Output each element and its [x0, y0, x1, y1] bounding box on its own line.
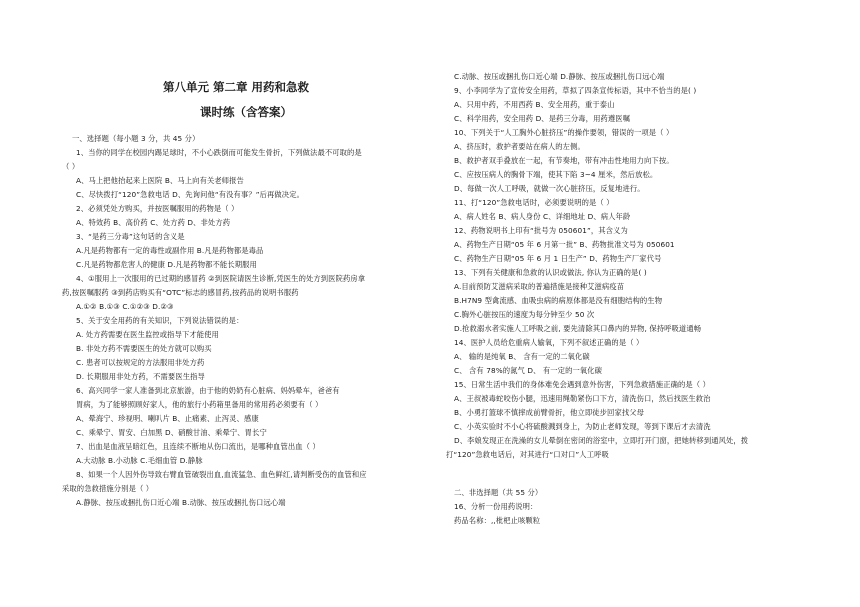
option-line: A、晕海宁、珍视明、喇叭片 B、止痛素、止泻灵、感康 — [76, 414, 259, 423]
question-line: 药,按医嘱服药 ③到药店购买有“OTC”标志的感冒药,按药品的说明书服药 — [62, 288, 299, 297]
question-line: 13、下列有关健康和急救的认识或做法, 你认为正确的是( ) — [454, 268, 647, 277]
option-line: A、只用中药，不用西药 B、安全用药，重于泰山 — [454, 100, 615, 109]
option-line: 打“120”急救电话后，对其进行“口对口”人工呼吸 — [446, 450, 609, 459]
question-line: 12、药物说明书上印有“批号为 050601”，其含义为 — [454, 226, 628, 235]
option-line: A、药物生产日期“05 年 6 月第一批” B、药物批准文号为 050601 — [454, 240, 675, 249]
question-line: 胃病，为了能够照顾好家人，他的旅行小药箱里备用的常用药必须要有（ ） — [76, 400, 323, 409]
option-line: C、药物生产日期“05 年 6 月 1 日生产” D、药物生产厂家代号 — [454, 254, 662, 263]
option-line: C、 含有 78%的氮气 D、 有一定的一氧化碳 — [454, 366, 603, 375]
section-heading: 二、非选择题（共 55 分） — [454, 488, 543, 497]
option-line: A、特效药 B、高价药 C、处方药 D、非处方药 — [76, 218, 231, 227]
page-subtitle: 课时练（含答案） — [200, 105, 292, 119]
option-line: D、李娘发现正在洗澡的女儿晕倒在密闭的浴室中，立即打开门窗，把她转移到通风处，拨 — [454, 436, 749, 445]
question-line: 2、必须凭处方购买，并按医嘱服用的药物是（ ） — [76, 204, 239, 213]
option-line: A、病人姓名 B、病人身份 C、详细地址 D、病人年龄 — [454, 212, 631, 221]
question-line: 4、①服用上一次服用的已过期的感冒药 ②到医院请医生诊断,凭医生的处方到医院药房拿 — [76, 274, 366, 283]
question-line: 15、日常生活中我们的身体难免会遇到意外伤害，下列急救措施正确的是（ ） — [454, 380, 710, 389]
page-title: 第八单元 第二章 用药和急救 — [163, 80, 310, 94]
question-line: 9、小李同学为了宣传安全用药，草拟了四条宣传标语，其中不恰当的是( ) — [454, 86, 697, 95]
option-line: C、尽快拨打“120”急救电话 D、先询问他“有没有事？”后再做决定。 — [76, 190, 305, 199]
option-line: A.①② B.①③ C.①②③ D.②③ — [76, 302, 174, 311]
option-line: A. 处方药需要在医生监控或指导下才能使用 — [76, 330, 219, 339]
option-line: A、 输的是纯氧 B、 含有一定的二氧化碳 — [454, 352, 590, 361]
option-line: A.目前预防艾滋病采取的普遍措施是接种艾滋病疫苗 — [454, 282, 625, 291]
option-line: B. 非处方药不需要医生的处方就可以购买 — [76, 344, 212, 353]
option-line: A.大动脉 B.小动脉 C.毛细血管 D.静脉 — [76, 456, 203, 465]
option-line: A.凡是药物都有一定的毒性或副作用 B.凡是药物都是毒品 — [76, 246, 264, 255]
option-line: C.胸外心脏按压的速度为每分钟至少 50 次 — [454, 310, 595, 319]
question-line: 5、关于安全用药的有关知识，下列说法错误的是： — [76, 316, 244, 325]
option-line: C.动脉、按压或捆扎伤口近心端 D.静脉、按压或捆扎伤口远心端 — [454, 72, 665, 81]
question-line: 16、分析一份用药说明： — [454, 502, 538, 511]
question-line: 11、打“120”急救电话时，必须要说明的是（ ） — [454, 198, 614, 207]
question-line: （ ） — [62, 162, 80, 171]
question-line: 采取的急救措施分别是（ ） — [62, 484, 154, 493]
option-line: D.抢救溺水者实施人工呼吸之前, 要先清除其口鼻内的异物, 保持呼吸道通畅 — [454, 324, 702, 333]
question-line: 3、“是药三分毒”这句话的含义是 — [76, 232, 185, 241]
question-line: 6、高兴同学一家人准备到北京旅游，由于他的奶奶有心脏病、妈妈晕车，爸爸有 — [76, 386, 340, 395]
question-line: 药品名称：,,枇杷止咳颗粒 — [454, 516, 541, 525]
option-line: C、科学用药，安全用药 D、是药三分毒，用药遵医嘱 — [454, 114, 631, 123]
question-line: 10、下列关于“人工胸外心脏挤压”的操作要领，错误的一项是（ ） — [454, 128, 674, 137]
option-line: B.H7N9 型禽流感、血吸虫病的病原体都是没有细胞结构的生物 — [454, 296, 663, 305]
option-line: C、小英实验时不小心将硫酸溅到身上，为防止老师发现，等到下课后才去清洗 — [454, 422, 711, 431]
option-line: C. 患者可以按规定的方法服用非处方药 — [76, 358, 205, 367]
question-line: 8、如果一个人因外伤导致右臂血管破裂出血,血流猛急、血色鲜红,请判断受伤的血管和应 — [76, 470, 367, 479]
question-line: 1、当你的同学在校园内踢足球时，不小心跌倒而可能发生骨折，下列做法最不可取的是 — [76, 148, 362, 157]
option-line: C、乘晕宁、胃安、白加黑 D、硝酸甘油、乘晕宁、胃长宁 — [76, 428, 267, 437]
option-line: B、救护者双手叠放在一起，有节奏地，带有冲击性地用力向下按。 — [454, 156, 674, 165]
option-line: B、小勇打篮球不慎摔成前臂骨折，他立即徒步回家找父母 — [454, 408, 645, 417]
section-heading: 一、选择题（每小题 3 分，共 45 分） — [72, 134, 200, 143]
option-line: A.静脉、按压或捆扎伤口近心端 B.动脉、按压或捆扎伤口远心端 — [76, 498, 286, 507]
option-line: A、王叔被毒蛇咬伤小腿，迅速用绳勒紧伤口下方，清洗伤口，然后找医生救治 — [454, 394, 711, 403]
option-line: A、马上把他抬起来上医院 B、马上向有关老师报告 — [76, 176, 244, 185]
option-line: D、每做一次人工呼吸，就做一次心脏挤压，反复地进行。 — [454, 184, 645, 193]
option-line: C、应按压病人的胸骨下端，使其下陷 3~4 厘米，然后放松。 — [454, 170, 658, 179]
option-line: C.凡是药物都危害人的健康 D.凡是药物都不能长期服用 — [76, 260, 257, 269]
option-line: D. 长期服用非处方药，不需要医生指导 — [76, 372, 205, 381]
option-line: A、挤压时，救护者要站在病人的左侧。 — [454, 142, 585, 151]
question-line: 14、医护人员给危重病人输氧，下列不叙述正确的是（ ） — [454, 338, 644, 347]
question-line: 7、出血是血液呈暗红色，且连续不断地从伤口流出，是哪种血管出血（ ） — [76, 442, 320, 451]
